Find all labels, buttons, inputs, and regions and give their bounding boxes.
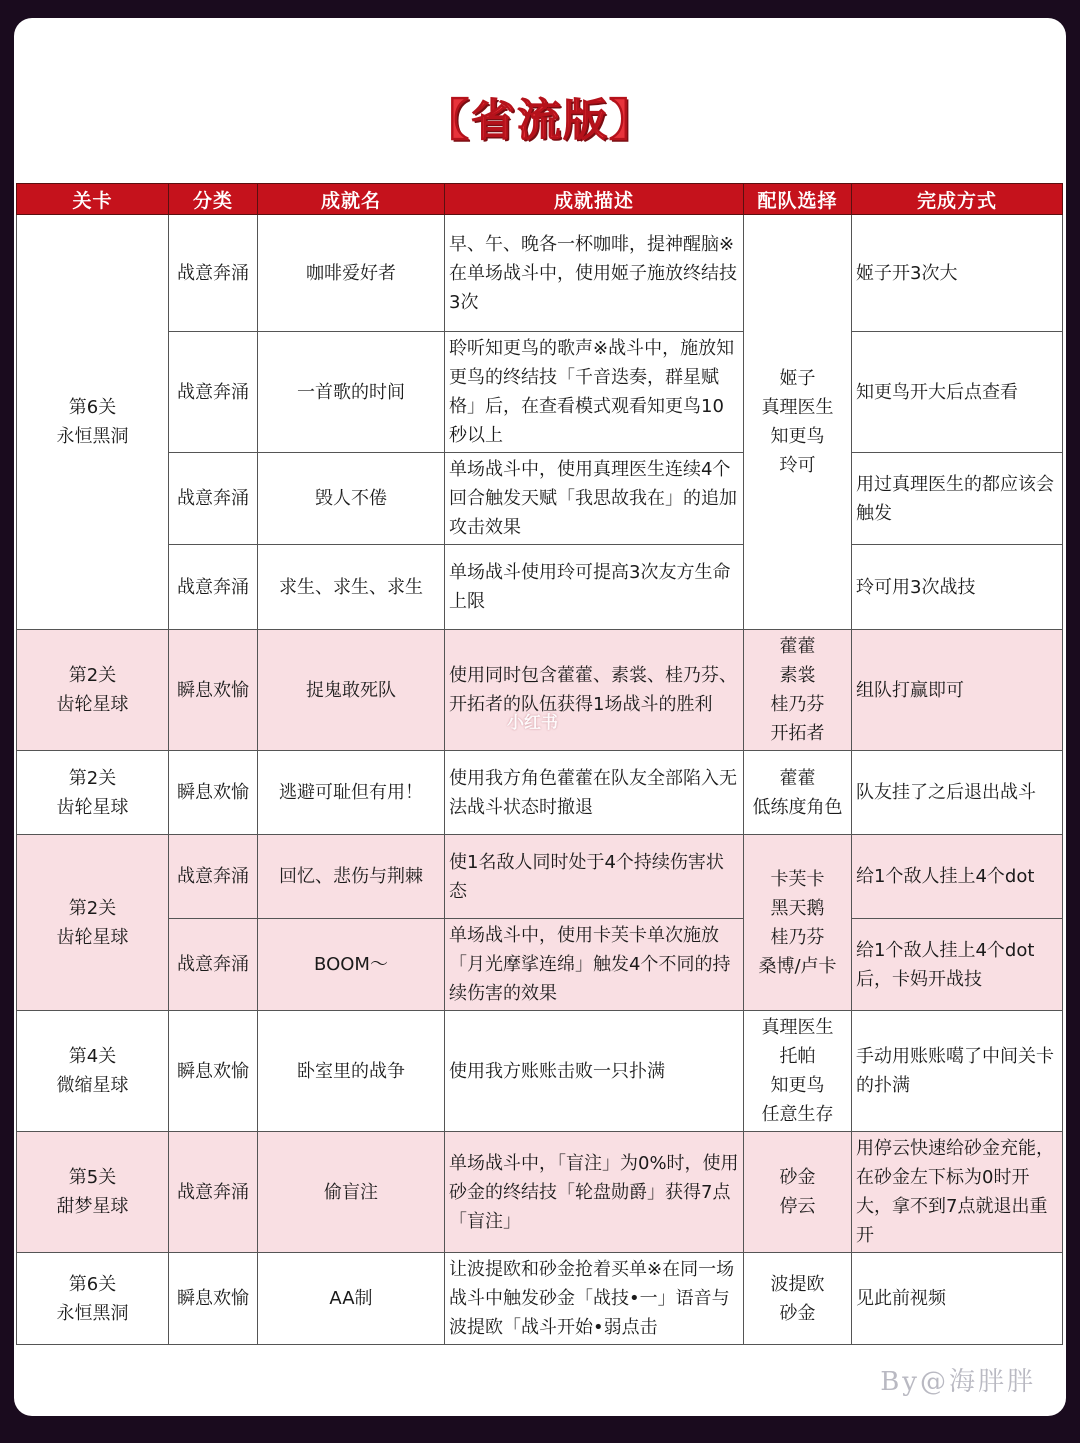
achievement-name-cell: AA制	[258, 1253, 445, 1345]
method-cell: 队友挂了之后退出战斗	[852, 751, 1063, 835]
achievement-name-cell: 回忆、悲伤与荆棘	[258, 835, 445, 919]
team-cell: 姬子 真理医生 知更鸟 玲可	[744, 215, 852, 630]
team-cell: 卡芙卡 黑天鹅 桂乃芬 桑博/卢卡	[744, 835, 852, 1011]
table-header-row	[17, 184, 1063, 215]
achievement-desc-cell: 使用同时包含藿藿、素裳、桂乃芬、开拓者的队伍获得1场战斗的胜利	[445, 630, 744, 751]
achievement-desc-cell: 聆听知更鸟的歌声※战斗中，施放知更鸟的终结技「千音迭奏，群星赋格」后，在查看模式观看知更鸟10秒以上	[445, 332, 744, 453]
category-cell: 瞬息欢愉	[169, 751, 258, 835]
achievement-desc-cell: 单场战斗中，使用卡芙卡单次施放「月光摩挲连绵」触发4个不同的持续伤害的效果	[445, 919, 744, 1011]
achievement-table	[16, 183, 1063, 1345]
method-cell: 姬子开3次大	[852, 215, 1063, 332]
category-cell: 战意奔涌	[169, 332, 258, 453]
achievement-desc-cell: 早、午、晚各一杯咖啡，提神醒脑※在单场战斗中，使用姬子施放终结技3次	[445, 215, 744, 332]
method-cell: 组队打赢即可	[852, 630, 1063, 751]
stage-cell: 第5关 甜梦星球	[17, 1132, 169, 1253]
table-row	[17, 1011, 1063, 1132]
method-cell: 玲可用3次战技	[852, 545, 1063, 630]
achievement-desc-cell: 使用我方角色藿藿在队友全部陷入无法战斗状态时撤退	[445, 751, 744, 835]
category-cell: 战意奔涌	[169, 453, 258, 545]
category-cell: 战意奔涌	[169, 1132, 258, 1253]
category-cell: 瞬息欢愉	[169, 1253, 258, 1345]
method-cell: 见此前视频	[852, 1253, 1063, 1345]
header-achievement-name: 成就名	[258, 184, 445, 215]
table-row	[17, 215, 1063, 332]
achievement-name-cell: 逃避可耻但有用！	[258, 751, 445, 835]
achievement-desc-cell: 单场战斗中，使用真理医生连续4个回合触发天赋「我思故我在」的追加攻击效果	[445, 453, 744, 545]
category-cell: 战意奔涌	[169, 215, 258, 332]
page-title: 【省流版】	[425, 95, 655, 146]
header-method: 完成方式	[852, 184, 1063, 215]
header-team: 配队选择	[744, 184, 852, 215]
method-cell: 手动用账账噶了中间关卡的扑满	[852, 1011, 1063, 1132]
content-card	[14, 18, 1066, 1416]
achievement-name-cell: 卧室里的战争	[258, 1011, 445, 1132]
achievement-desc-cell: 单场战斗中，「盲注」为0%时，使用砂金的终结技「轮盘勋爵」获得7点「盲注」	[445, 1132, 744, 1253]
table-row	[17, 1253, 1063, 1345]
table-row	[17, 332, 1063, 453]
method-cell: 用停云快速给砂金充能，在砂金左下标为0时开大，拿不到7点就退出重开	[852, 1132, 1063, 1253]
method-cell: 用过真理医生的都应该会触发	[852, 453, 1063, 545]
table-row	[17, 545, 1063, 630]
table-row	[17, 751, 1063, 835]
xiaohongshu-watermark: 小红书	[507, 713, 558, 733]
header-stage: 关卡	[17, 184, 169, 215]
method-cell: 给1个敌人挂上4个dot后，卡妈开战技	[852, 919, 1063, 1011]
stage-cell: 第2关 齿轮星球	[17, 630, 169, 751]
achievement-name-cell: 一首歌的时间	[258, 332, 445, 453]
team-cell: 砂金 停云	[744, 1132, 852, 1253]
achievement-desc-cell: 使1名敌人同时处于4个持续伤害状态	[445, 835, 744, 919]
achievement-name-cell: 捉鬼敢死队	[258, 630, 445, 751]
table-row	[17, 1132, 1063, 1253]
team-cell: 波提欧 砂金	[744, 1253, 852, 1345]
category-cell: 战意奔涌	[169, 835, 258, 919]
method-cell: 给1个敌人挂上4个dot	[852, 835, 1063, 919]
stage-cell: 第2关 齿轮星球	[17, 835, 169, 1011]
author-signature: By@海胖胖	[880, 1367, 1036, 1397]
stage-cell: 第2关 齿轮星球	[17, 751, 169, 835]
achievement-name-cell: BOOM～	[258, 919, 445, 1011]
category-cell: 瞬息欢愉	[169, 1011, 258, 1132]
category-cell: 战意奔涌	[169, 545, 258, 630]
table-row	[17, 453, 1063, 545]
category-cell: 战意奔涌	[169, 919, 258, 1011]
team-cell: 藿藿 素裳 桂乃芬 开拓者	[744, 630, 852, 751]
achievement-name-cell: 求生、求生、求生	[258, 545, 445, 630]
table-row	[17, 919, 1063, 1011]
stage-cell: 第6关 永恒黑洞	[17, 215, 169, 630]
achievement-name-cell: 偷盲注	[258, 1132, 445, 1253]
header-achievement-desc: 成就描述	[445, 184, 744, 215]
achievement-name-cell: 咖啡爱好者	[258, 215, 445, 332]
method-cell: 知更鸟开大后点查看	[852, 332, 1063, 453]
stage-cell: 第6关 永恒黑洞	[17, 1253, 169, 1345]
table-row	[17, 835, 1063, 919]
achievement-desc-cell: 单场战斗使用玲可提高3次友方生命上限	[445, 545, 744, 630]
stage-cell: 第4关 微缩星球	[17, 1011, 169, 1132]
achievement-name-cell: 毁人不倦	[258, 453, 445, 545]
team-cell: 真理医生 托帕 知更鸟 任意生存	[744, 1011, 852, 1132]
header-category: 分类	[169, 184, 258, 215]
category-cell: 瞬息欢愉	[169, 630, 258, 751]
team-cell: 藿藿 低练度角色	[744, 751, 852, 835]
achievement-desc-cell: 让波提欧和砂金抢着买单※在同一场战斗中触发砂金「战技•一」语音与波提欧「战斗开始•弱点击	[445, 1253, 744, 1345]
achievement-desc-cell: 使用我方账账击败一只扑满	[445, 1011, 744, 1132]
